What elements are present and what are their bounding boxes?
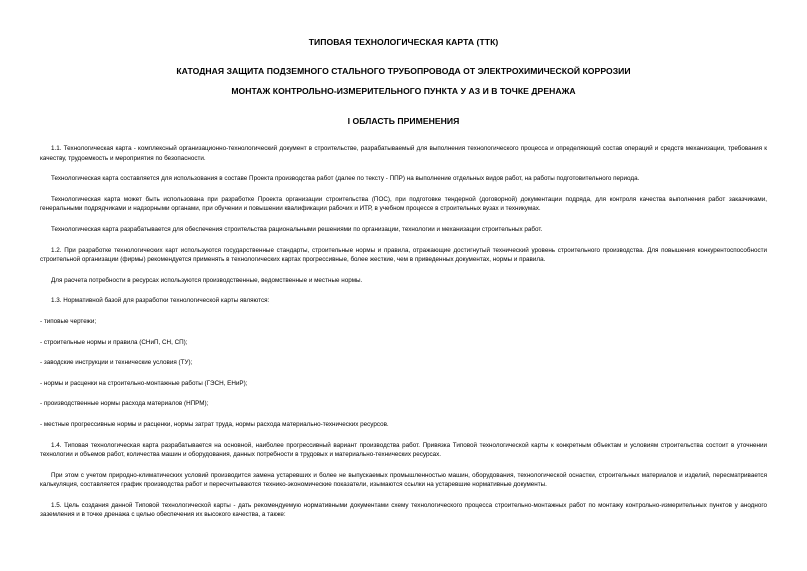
paragraph: Для расчета потребности в ресурсах используются производственные, ведомственные и местные нормы. <box>51 276 363 284</box>
document-title-line-2: МОНТАЖ КОНТРОЛЬНО-ИЗМЕРИТЕЛЬНОГО ПУНКТА У АЗ И В ТОЧКЕ ДРЕНАЖА <box>231 86 576 96</box>
list-item: - производственные нормы расхода материалов (НПРМ); <box>40 400 209 408</box>
list-item: - типовые чертежи; <box>40 317 97 325</box>
paragraph: Технологическая карта разрабатывается для обеспечения строительства рациональными решениями по организации, технологии и механизации строительных работ. <box>51 225 543 233</box>
list-item: - местные прогрессивные нормы и расценки, нормы затрат труда, нормы расхода материально-технических ресурсов. <box>40 420 389 428</box>
paragraph-1-3: 1.3. Нормативной базой для разработки технологической карты являются: <box>51 297 270 305</box>
document-type-heading: ТИПОВАЯ ТЕХНОЛОГИЧЕСКАЯ КАРТА (ТТК) <box>308 37 499 47</box>
paragraph-1-4: 1.4. Типовая технологическая карта разрабатывается на основной, наиболее прогрессивный вариант производства работ. Привязка Типовой технологической карты к конкретным объектам и условиям строительства состоит в уточнении технологии и объемов работ, количества машин и оборудования, данных потребности в трудовых и материально-технических ресурсах. <box>40 441 767 459</box>
paragraph-1-2: 1.2. При разработке технологических карт используются государственные стандарты, строительные нормы и правила, отражающие достигнутый технический уровень строительного производства. Для повышения конкурентоспособности строительной организации (фирмы) рекомендуется применять в технологических картах прогрессивные, более жесткие, чем в приведенных документах, нормы и правила. <box>40 246 767 264</box>
paragraph-1-1: 1.1. Технологическая карта - комплексный организационно-технологический документ в строительстве, разрабатываемый для выполнения технологического процесса и определяющий состав операций и средств механизации, требования к качеству, трудоемкость и мероприятия по безопасности. <box>40 145 767 162</box>
paragraph: Технологическая карта составляется для использования в составе Проекта производства работ (далее по тексту - ППР) на выполнение отдельных видов работ, на работы подготовительного периода. <box>51 175 640 183</box>
paragraph: Технологическая карта может быть использована при разработке Проекта организации строительства (ПОС), при подготовке тендерной (договорной) документации подряда, для контроля качества выполнения работ заказчиками, генеральными подрядчиками и надзорными органами, при обучении и повышении квалификации рабочих и ИТР, в учебном процессе в строительных вузах и техникумах. <box>40 195 767 213</box>
document-body <box>40 144 767 531</box>
list-item: - заводские инструкции и технические условия (ТУ); <box>40 359 193 367</box>
list-item: - строительные нормы и правила (СНиП, СН, СП); <box>40 338 188 346</box>
document-title-line-1: КАТОДНАЯ ЗАЩИТА ПОДЗЕМНОГО СТАЛЬНОГО ТРУБОПРОВОДА ОТ ЭЛЕКТРОХИМИЧЕСКОЙ КОРРОЗИИ <box>176 66 631 76</box>
list-item: - нормы и расценки на строительно-монтажные работы (ГЭСН, ЕНиР); <box>40 379 248 387</box>
section-heading: I ОБЛАСТЬ ПРИМЕНЕНИЯ <box>347 116 460 126</box>
paragraph-1-5: 1.5. Цель создания данной Типовой технологической карты - дать рекомендуемую нормативными документами схему технологического процесса строительно-монтажных работ по монтажу контрольно-измерительных пунктов у анодного заземления и в точке дренажа с целью обеспечения их высокого качества, а также: <box>40 501 767 519</box>
paragraph: При этом с учетом природно-климатических условий производится замена устаревших и более не выпускаемых промышленностью машин, оборудования, технологической оснастки, строительных материалов и изделий, пересматривается калькуляция, составляется график производства работ и пересчитываются технико-экономические показатели, изымаются ссылки на устаревшие нормативные документы. <box>40 471 767 489</box>
